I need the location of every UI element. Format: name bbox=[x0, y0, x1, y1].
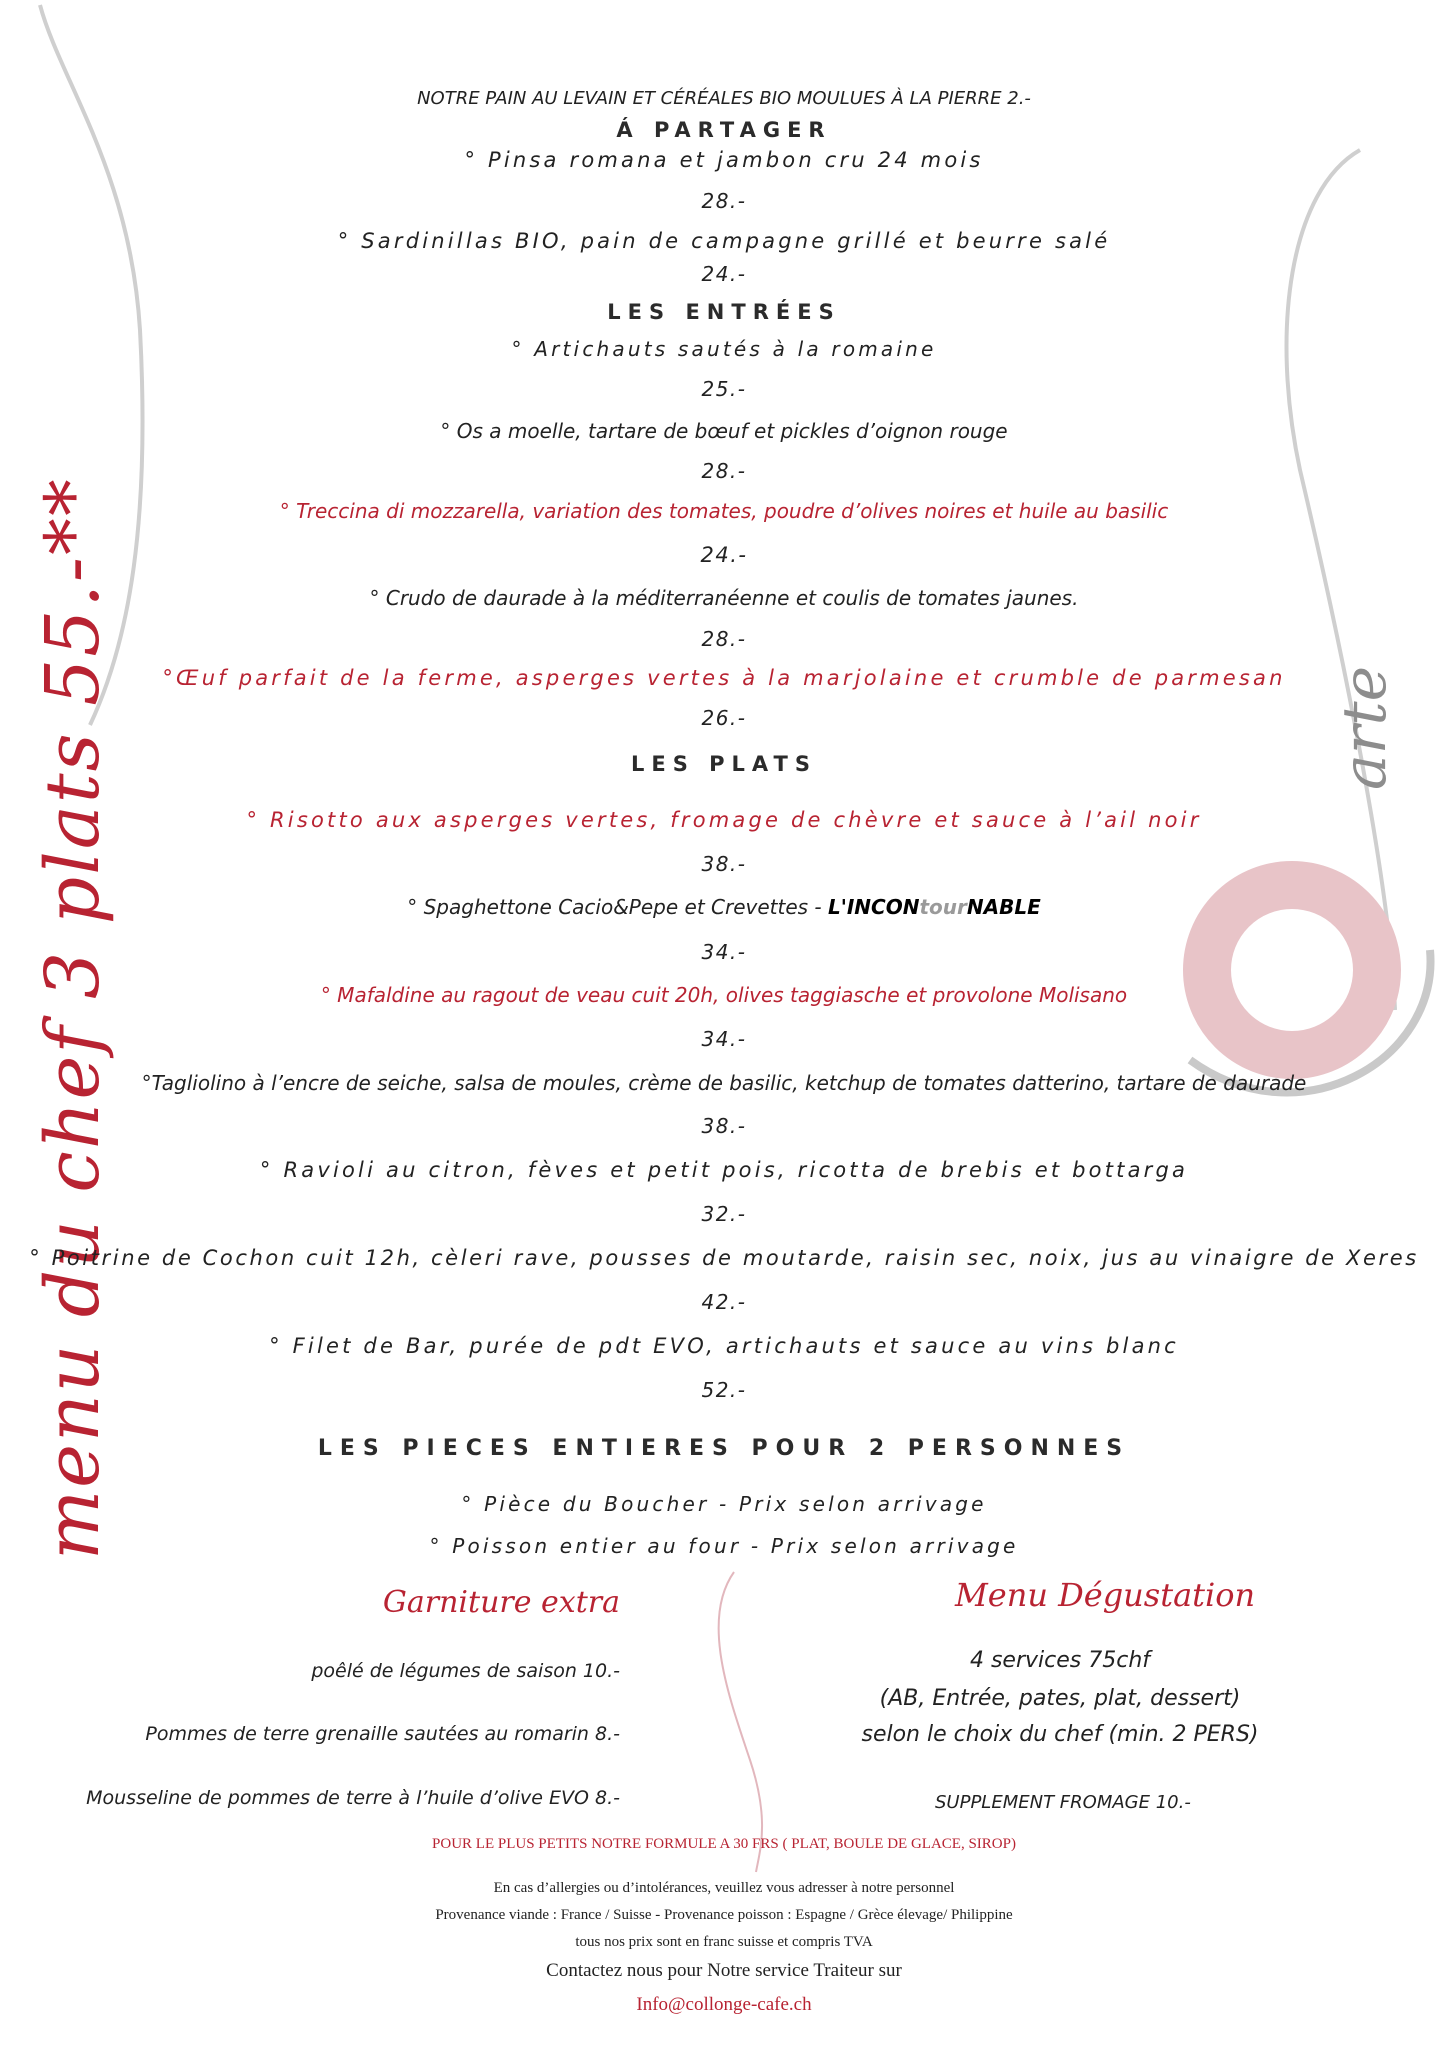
menu-item bbox=[0, 895, 1448, 919]
menu-item: ° Crudo de daurade à la méditerranéenne et coulis de tomates jaunes. bbox=[369, 586, 1079, 610]
menu-item: ° Os a moelle, tartare de bœuf et pickles d’oignon rouge bbox=[440, 419, 1008, 443]
contact-line: Contactez nous pour Notre service Traiteur sur bbox=[546, 1960, 902, 1981]
menu-item: °Tagliolino à l’encre de seiche, salsa de moules, crème de basilic, ketchup de tomates datterino, tartare de daurade bbox=[141, 1071, 1307, 1095]
section-title-plats: LES PLATS bbox=[630, 752, 817, 776]
menu-price: 34.- bbox=[701, 940, 747, 964]
menu-item: ° Filet de Bar, purée de pdt EVO, artichauts et sauce au vins blanc bbox=[269, 1334, 1179, 1358]
badge-part: L'INCON bbox=[828, 895, 920, 919]
menu-item: ° Poitrine de Cochon cuit 12h, cèleri rave, pousses de moutarde, raisin sec, noix, jus au vinaigre de Xeres bbox=[29, 1246, 1419, 1270]
logo-text: arte bbox=[1330, 665, 1400, 790]
degustation-line bbox=[860, 1648, 1448, 1673]
contact-email[interactable]: Info@collonge-cafe.ch bbox=[636, 1994, 812, 2015]
kids-formula: POUR LE PLUS PETITS NOTRE FORMULE A 30 FRS ( PLAT, BOULE DE GLACE, SIROP) bbox=[432, 1836, 1016, 1852]
menu-item: ° Pièce du Boucher - Prix selon arrivage bbox=[461, 1492, 987, 1516]
badge-part: NABLE bbox=[966, 895, 1041, 919]
garniture-item: poêlé de légumes de saison 10.- bbox=[311, 1660, 620, 1682]
degustation-title: Menu Dégustation bbox=[955, 1576, 1256, 1614]
menu-item: ° Poisson entier au four - Prix selon arrivage bbox=[429, 1534, 1019, 1558]
degustation-line-2: selon le choix du chef (min. 2 PERS) bbox=[861, 1722, 1259, 1747]
garniture-item: Mousseline de pommes de terre à l’huile d’olive EVO 8.- bbox=[86, 1787, 620, 1809]
supplement-fromage: SUPPLEMENT FROMAGE 10.- bbox=[935, 1792, 1191, 1813]
price-note: tous nos prix sont en franc suisse et compris TVA bbox=[575, 1934, 873, 1950]
bread-line: NOTRE PAIN AU LEVAIN ET CÉRÉALES BIO MOULUES À LA PIERRE 2.- bbox=[417, 88, 1031, 109]
menu-price: 25.- bbox=[701, 377, 747, 401]
provenance-note: Provenance viande : France / Suisse - Provenance poisson : Espagne / Grèce élevage/ Philippine bbox=[435, 1907, 1013, 1923]
menu-price: 32.- bbox=[701, 1202, 747, 1226]
allergy-note: En cas d’allergies ou d’intolérances, veuillez vous adresser à notre personnel bbox=[493, 1880, 955, 1896]
menu-price: 28.- bbox=[701, 627, 747, 651]
inconournable-badge bbox=[828, 895, 1041, 919]
menu-item: ° Pinsa romana et jambon cru 24 mois bbox=[464, 148, 984, 172]
menu-item: ° Sardinillas BIO, pain de campagne grillé et beurre salé bbox=[337, 229, 1111, 253]
menu-price: 28.- bbox=[701, 459, 747, 483]
menu-item: ° Risotto aux asperges vertes, fromage de chèvre et sauce à l’ail noir bbox=[246, 808, 1202, 832]
menu-item: °Œuf parfait de la ferme, asperges vertes à la marjolaine et crumble de parmesan bbox=[162, 666, 1286, 690]
menu-price: 38.- bbox=[701, 1114, 747, 1138]
degustation-line-0: 4 services 75chf bbox=[969, 1648, 1151, 1673]
chef-menu-vertical-text: menu du chef 3 plats 55.-** bbox=[30, 477, 116, 1560]
menu-price: 24.- bbox=[700, 543, 748, 567]
section-title-pieces: LES PIECES ENTIERES POUR 2 PERSONNES bbox=[317, 1436, 1131, 1461]
garniture-item: Pommes de terre grenaille sautées au romarin 8.- bbox=[145, 1723, 620, 1745]
section-title-partager: Á PARTAGER bbox=[616, 118, 832, 142]
menu-item: ° Mafaldine au ragout de veau cuit 20h, olives taggiasche et provolone Molisano bbox=[320, 983, 1128, 1007]
menu-item-name: ° Spaghettone Cacio&Pepe et Crevettes - bbox=[407, 895, 828, 919]
badge-part: tour bbox=[919, 895, 967, 919]
menu-price: 28.- bbox=[701, 189, 747, 213]
degustation-line-1: (AB, Entrée, pates, plat, dessert) bbox=[879, 1686, 1241, 1711]
section-title-entrees: LES ENTRÉES bbox=[607, 300, 841, 324]
menu-item: ° Treccina di mozzarella, variation des tomates, poudre d’olives noires et huile au basilic bbox=[279, 499, 1169, 523]
menu-price: 24.- bbox=[701, 262, 747, 286]
menu-item: ° Ravioli au citron, fèves et petit pois, ricotta de brebis et bottarga bbox=[259, 1158, 1189, 1182]
menu-price: 52.- bbox=[701, 1378, 747, 1402]
menu-item: ° Artichauts sautés à la romaine bbox=[511, 337, 937, 361]
menu-price: 26.- bbox=[701, 706, 747, 730]
menu-price: 34.- bbox=[701, 1027, 747, 1051]
garniture-title: Garniture extra bbox=[382, 1585, 620, 1620]
menu-price: 38.- bbox=[701, 852, 747, 876]
menu-price: 42.- bbox=[701, 1290, 747, 1314]
